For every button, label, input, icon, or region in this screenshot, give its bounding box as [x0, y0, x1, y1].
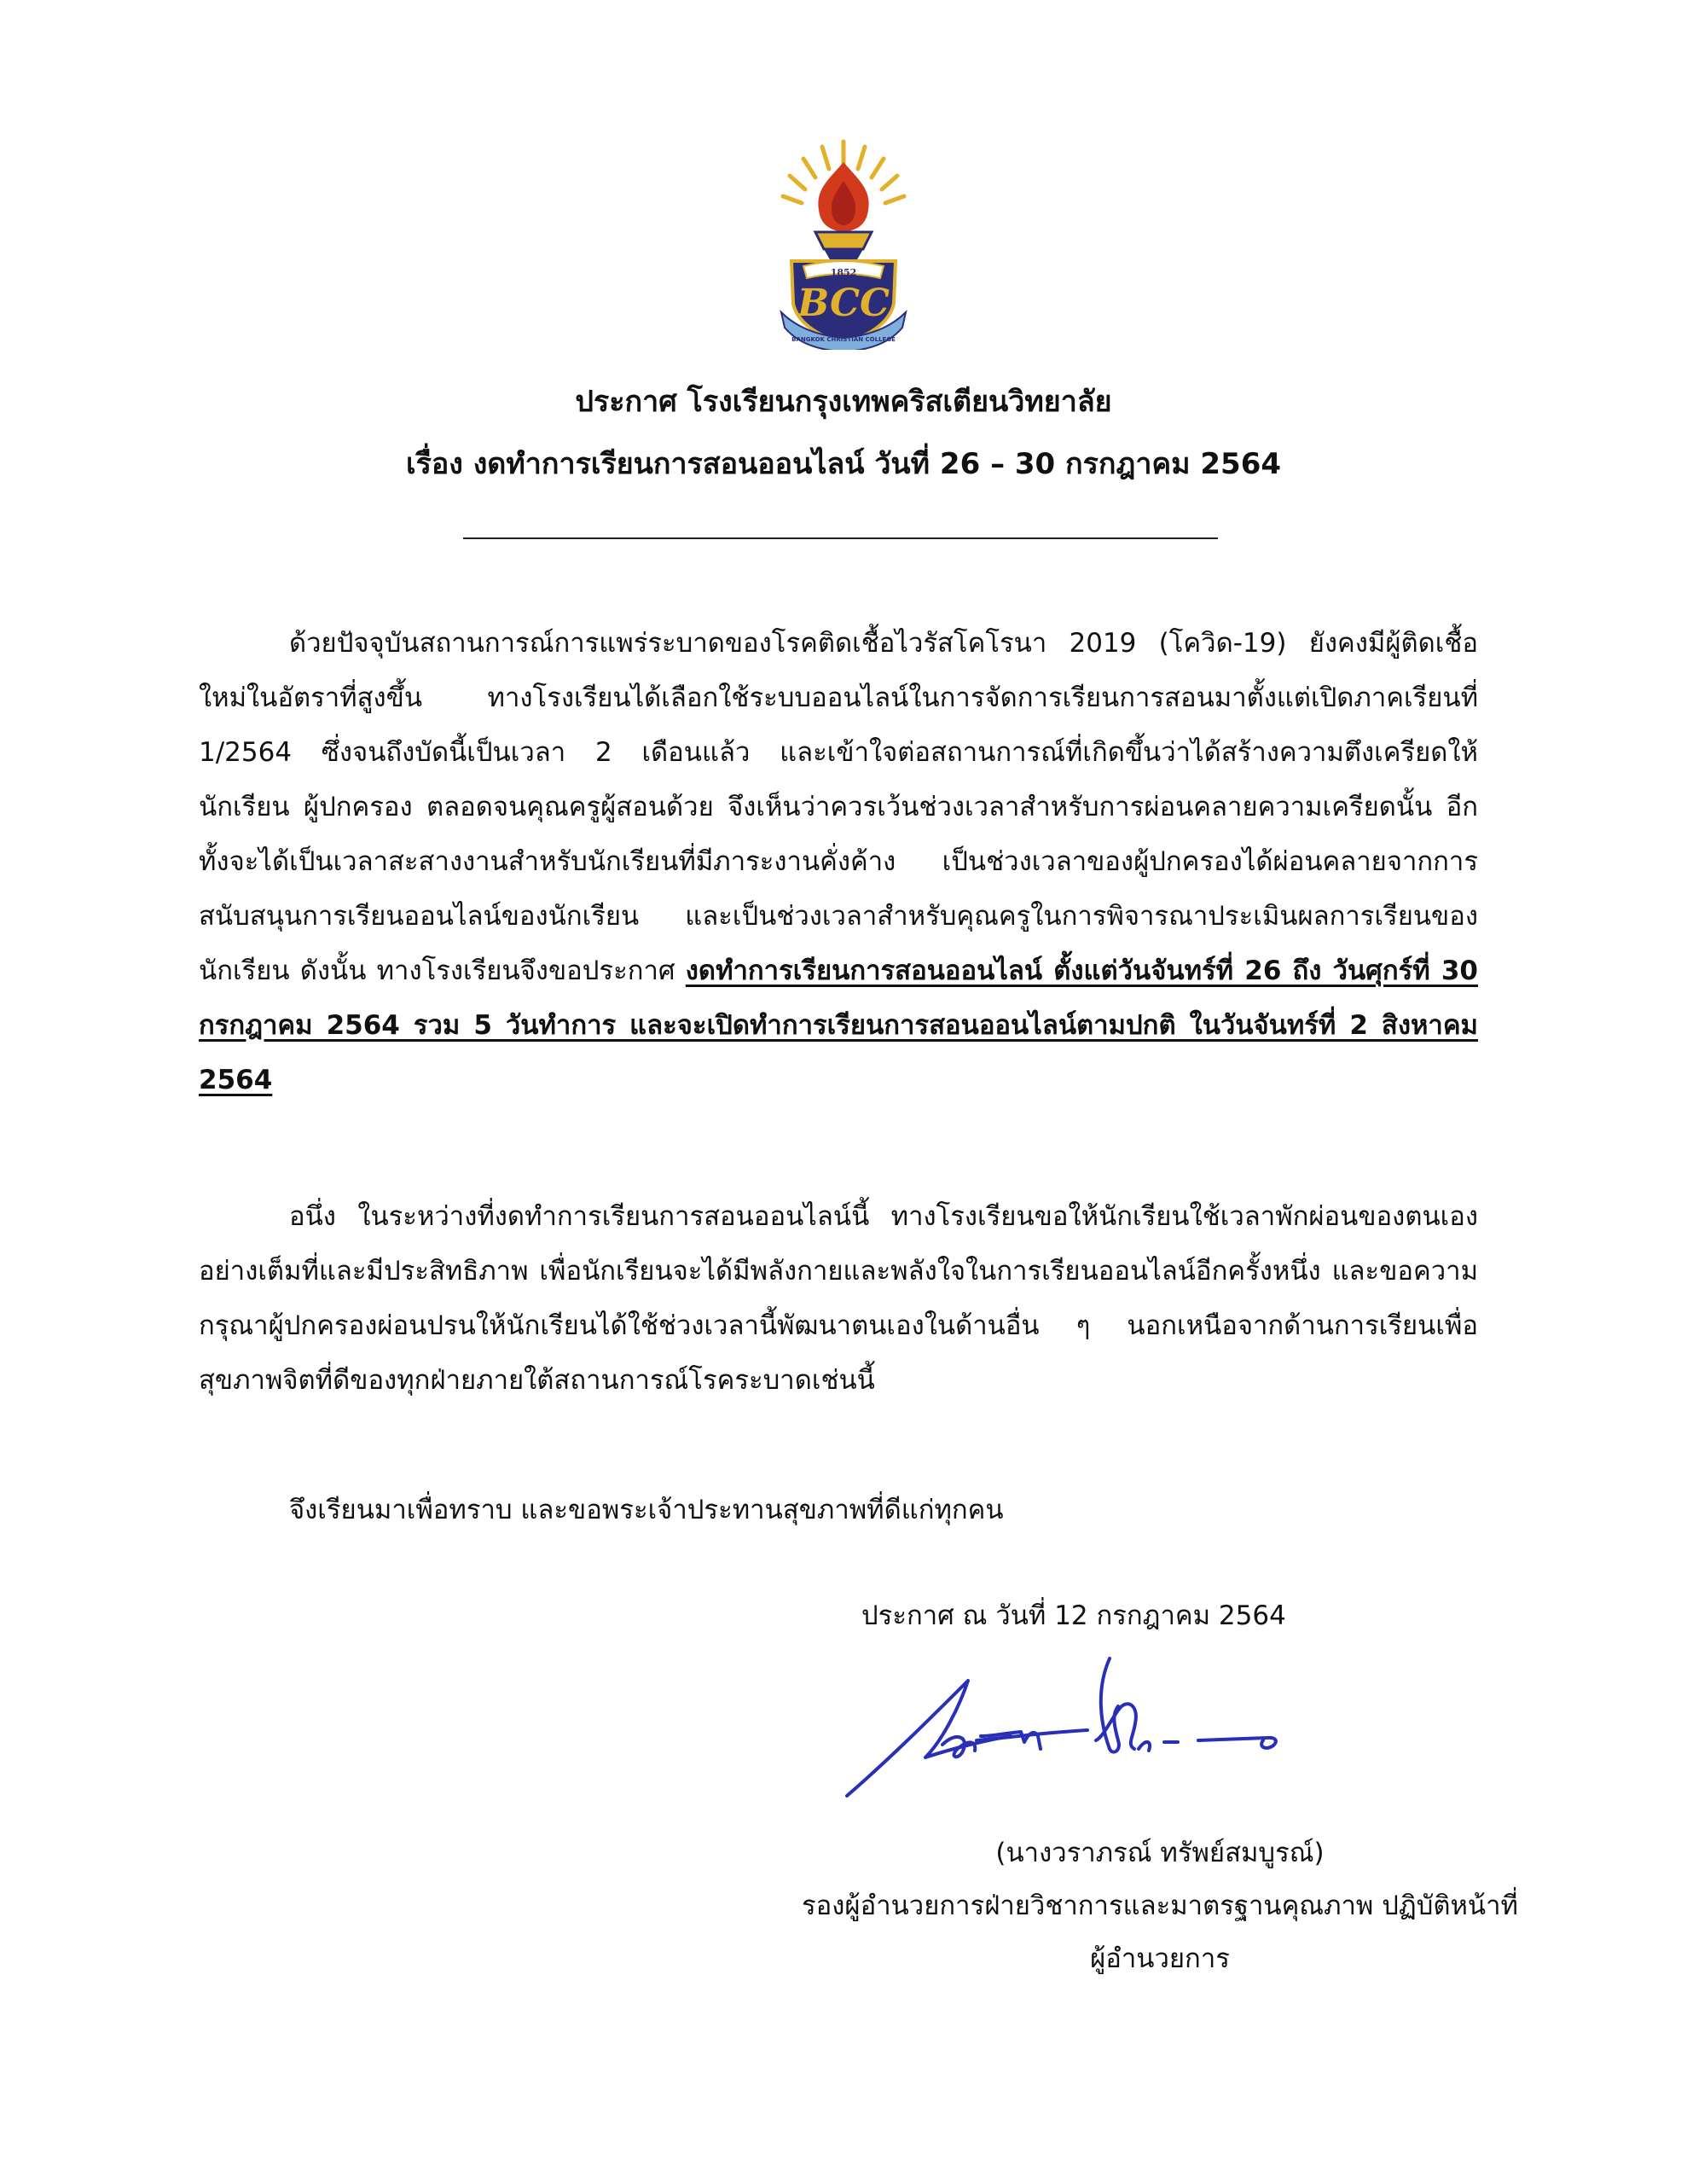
- signer-position-line-2: ผู้อำนวยการ: [1090, 1943, 1230, 1974]
- title-divider: [463, 537, 1218, 539]
- school-crest-icon: [778, 136, 909, 350]
- paragraph-1-emphasis: งดทำการเรียนการสอนออนไลน์ ตั้งแต่วันจันทร์ที่ 26 ถึง วันศุกร์ที่ 30 กรกฎาคม 2564 รวม 5 วันทำการ และจะเปิดทำการเรียนการสอนออนไลน์ตามปกติ ในวันจันทร์ที่ 2 สิงหาคม 2564: [199, 956, 1478, 1095]
- body-paragraph-1: [199, 616, 1478, 1107]
- signer-position: รองผู้อำนวยการฝ่ายวิชาการและมาตรฐานคุณภาพ ปฏิบัติหน้าที่: [802, 1891, 1518, 1921]
- announcement-date: ประกาศ ณ วันที่ 12 กรกฎาคม 2564: [861, 1600, 1286, 1631]
- svg-text:BCC: BCC: [797, 282, 890, 325]
- signature: [840, 1655, 1301, 1813]
- announcement-subject: เรื่อง งดทำการเรียนการสอนออนไลน์ วันที่ 26 – 30 กรกฎาคม 2564: [405, 447, 1282, 481]
- signer-name: (นางวราภรณ์ ทรัพย์สมบูรณ์): [995, 1838, 1325, 1868]
- body-paragraph-3: จึงเรียนมาเพื่อทราบ และขอพระเจ้าประทานสุขภาพที่ดีแก่ทุกคน: [289, 1495, 1004, 1525]
- body-paragraph-2: อนึ่ง ในระหว่างที่งดทำการเรียนการสอนออนไลน์นี้ ทางโรงเรียนขอให้นักเรียนใช้เวลาพักผ่อนของตนเองอย่างเต็มที่และมีประสิทธิภาพ เพื่อนักเรียนจะได้มีพลังกายและพลังใจในการเรียนออนไลน์อีกครั้งหนึ่ง และขอความกรุณาผู้ปกครองผ่อนปรนให้นักเรียนได้ใช้ช่วงเวลานี้พัฒนาตนเองในด้านอื่น ๆ นอกเหนือจากด้านการเรียนเพื่อสุขภาพจิตที่ดีของทุกฝ่ายภายใต้สถานการณ์โรคระบาดเช่นนี้: [199, 1201, 1478, 1396]
- svg-text:1852: 1852: [830, 267, 857, 278]
- svg-text:BANGKOK CHRISTIAN COLLEGE: BANGKOK CHRISTIAN COLLEGE: [791, 336, 896, 343]
- paragraph-1-text: ด้วยปัจจุบันสถานการณ์การแพร่ระบาดของโรคติดเชื้อไวรัสโคโรนา 2019 (โควิด-19) ยังคงมีผู้ติดเชื้อใหม่ในอัตราที่สูงขึ้น ทางโรงเรียนได้เลือกใช้ระบบออนไลน์ในการจัดการเรียนการสอนมาตั้งแต่เปิดภาคเรียนที่ 1/2564 ซึ่งจนถึงบัดนี้เป็นเวลา 2 เดือนแล้ว และเข้าใจต่อสถานการณ์ที่เกิดขึ้นว่าได้สร้างความตึงเครียดให้นักเรียน ผู้ปกครอง ตลอดจนคุณครูผู้สอนด้วย จึงเห็นว่าควรเว้นช่วงเวลาสำหรับการผ่อนคลายความเครียดนั้น อีกทั้งจะได้เป็นเวลาสะสางงานสำหรับนักเรียนที่มีภาระงานคั่งค้าง เป็นช่วงเวลาของผู้ปกครองได้ผ่อนคลายจากการสนับสนุนการเรียนออนไลน์ของนักเรียน และเป็นช่วงเวลาสำหรับคุณครูในการพิจารณาประเมินผลการเรียนของนักเรียน ดังนั้น ทางโรงเรียนจึงขอประกาศ: [199, 628, 1478, 986]
- announcement-title: ประกาศ โรงเรียนกรุงเทพคริสเตียนวิทยาลัย: [575, 385, 1112, 419]
